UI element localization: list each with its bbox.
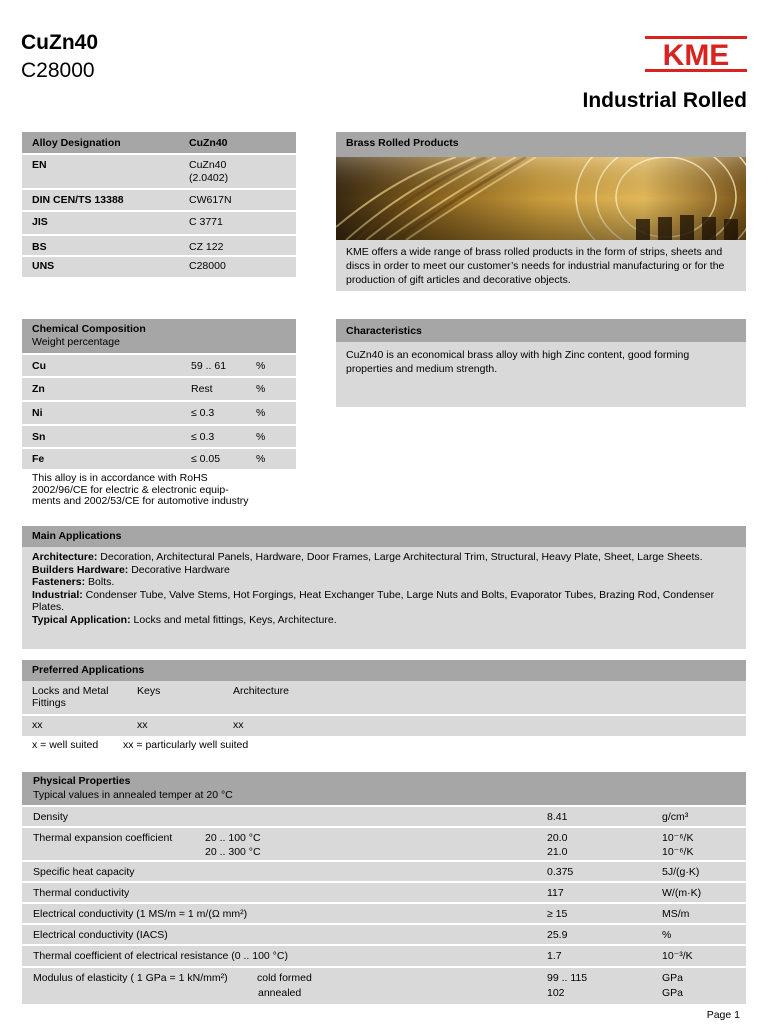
product-heading: Industrial Rolled <box>582 89 747 112</box>
table-row <box>22 807 746 828</box>
element-symbol: Sn <box>32 431 46 443</box>
element-value: ≤ 0.3 <box>191 407 215 419</box>
physical-subtitle: Typical values in annealed temper at 20 °C <box>33 789 233 801</box>
table-row <box>22 449 296 469</box>
property-name: Specific heat capacity <box>33 866 135 878</box>
table-row <box>22 968 746 1004</box>
preferred-columns-row <box>22 681 746 716</box>
element-value: 59 .. 61 <box>191 360 227 372</box>
property-unit: GPa <box>662 987 684 999</box>
element-unit: % <box>256 407 266 419</box>
table-row <box>22 212 296 236</box>
property-name: Thermal coefficient of electrical resistance (0 .. 100 °C) <box>33 950 288 962</box>
preferred-col-keys: Keys <box>137 685 161 697</box>
property-value: 102 <box>547 987 565 999</box>
legend-particularly-suited: xx = particularly well suited <box>123 739 249 751</box>
property-value: 117 <box>547 887 564 899</box>
page-title: CuZn40 <box>21 31 99 54</box>
table-row <box>22 904 746 925</box>
rating-value: xx <box>233 719 244 731</box>
rohs-note-line: ments and 2002/53/CE for automotive industry <box>32 495 249 507</box>
composition-table <box>22 319 296 469</box>
element-value: ≤ 0.05 <box>191 453 221 465</box>
element-value: ≤ 0.3 <box>191 431 215 443</box>
property-unit: 10⁻³/K <box>662 950 693 962</box>
preferred-col-locks: Locks and Metal <box>32 685 109 697</box>
property-condition: cold formed <box>257 972 312 984</box>
list-item: Fasteners: Bolts. <box>32 576 115 588</box>
designation-value: CZ 122 <box>189 241 224 253</box>
property-condition: annealed <box>258 987 302 999</box>
table-row <box>22 236 296 257</box>
brass-products-header <box>336 132 746 157</box>
preferred-col-locks-2: Fittings <box>32 697 66 709</box>
element-value: Rest <box>191 383 213 395</box>
table-row <box>22 402 296 426</box>
characteristics-text: CuZn40 is an economical brass alloy with high Zinc content, good forming properties and medium strength. <box>346 349 690 375</box>
composition-title: Chemical Composition <box>32 323 146 335</box>
brass-products-panel <box>336 132 746 291</box>
property-unit: W/(m·K) <box>662 887 702 899</box>
preferred-applications-table <box>22 660 746 736</box>
rohs-note <box>32 473 249 508</box>
list-item: Builders Hardware: Decorative Hardware <box>32 563 230 576</box>
page-subtitle: C28000 <box>21 59 95 82</box>
table-row <box>22 378 296 402</box>
characteristics-title: Characteristics <box>346 325 422 337</box>
preferred-ratings-row <box>22 716 746 736</box>
element-unit: % <box>256 453 266 465</box>
brass-products-text: KME offers a wide range of brass rolled products in the form of strips, sheets and discs in order to meet our customer’s needs for industrial manufacturing or for the production of gift articles and decorative objects. <box>346 246 725 286</box>
table-row <box>22 925 746 946</box>
designation-table <box>22 132 296 277</box>
property-name: Thermal expansion coefficient <box>33 832 173 844</box>
designation-value-2: (2.0402) <box>189 172 229 184</box>
property-value: 21.0 <box>547 846 568 858</box>
physical-header <box>22 772 746 807</box>
characteristics-panel <box>336 319 746 407</box>
property-value: 99 .. 115 <box>547 972 588 984</box>
brass-coil-image <box>336 157 746 240</box>
preferred-header <box>22 660 746 681</box>
preferred-title: Preferred Applications <box>32 664 145 676</box>
table-row <box>22 426 296 449</box>
element-symbol: Zn <box>32 383 45 395</box>
element-symbol: Ni <box>32 407 43 419</box>
composition-header <box>22 319 296 355</box>
rating-value: xx <box>32 719 43 731</box>
element-symbol: Fe <box>32 453 45 465</box>
rohs-note-line: 2002/96/CE for electric & electronic equip- <box>32 483 229 496</box>
property-unit: 5J/(g·K) <box>662 866 700 878</box>
physical-properties-table <box>22 772 746 1004</box>
property-unit: 10⁻⁶/K <box>662 846 694 858</box>
designation-header-row <box>22 132 296 155</box>
preferred-col-architecture: Architecture <box>233 685 290 697</box>
property-unit: 10⁻⁶/K <box>662 832 694 844</box>
table-row <box>22 862 746 883</box>
property-value: 0.375 <box>547 866 574 878</box>
legend-well-suited: x = well suited <box>32 739 99 751</box>
table-row <box>22 946 746 968</box>
element-symbol: Cu <box>32 360 46 372</box>
designation-header-label: Alloy Designation <box>32 137 121 149</box>
property-unit: GPa <box>662 972 684 984</box>
property-unit: % <box>662 929 672 941</box>
table-row <box>22 355 296 378</box>
property-value: 8.41 <box>547 811 568 823</box>
designation-value: CuZn40 <box>189 159 227 171</box>
page-number: Page 1 <box>706 1009 740 1021</box>
property-condition: 20 .. 100 °C <box>205 832 261 844</box>
property-name: Electrical conductivity (1 MS/m = 1 m/(Ω mm²) <box>33 908 248 920</box>
designation-value: CW617N <box>189 194 232 206</box>
element-unit: % <box>256 383 266 395</box>
main-applications-title: Main Applications <box>32 530 122 542</box>
property-value: 1.7 <box>547 950 562 962</box>
property-value: ≥ 15 <box>547 908 568 920</box>
list-item: Industrial: Condenser Tube, Valve Stems, Hot Forgings, Heat Exchanger Tube, Large Nuts and Bolts, Evaporator Tubes, Brazing Rod, Condenser Plates. <box>32 588 715 613</box>
element-unit: % <box>256 431 266 443</box>
designation-label: DIN CEN/TS 13388 <box>32 194 124 206</box>
designation-header-value: CuZn40 <box>189 137 228 149</box>
kme-logo <box>645 36 747 72</box>
property-unit: g/cm³ <box>662 811 689 823</box>
element-unit: % <box>256 360 266 372</box>
designation-label: UNS <box>32 260 55 272</box>
rohs-note-line: This alloy is in accordance with RoHS <box>32 472 208 484</box>
main-applications-panel <box>22 526 746 649</box>
designation-value: C28000 <box>189 260 226 272</box>
designation-label: EN <box>32 159 47 171</box>
table-row <box>22 155 296 190</box>
property-name: Thermal conductivity <box>33 887 130 899</box>
designation-value: C 3771 <box>189 216 223 228</box>
property-name: Density <box>33 811 69 823</box>
rating-value: xx <box>137 719 148 731</box>
table-row <box>22 257 296 277</box>
designation-label: BS <box>32 241 47 253</box>
designation-label: JIS <box>32 216 48 228</box>
logo-text: KME <box>662 39 730 72</box>
property-value: 25.9 <box>547 929 568 941</box>
table-row <box>22 190 296 212</box>
list-item: Typical Application: Locks and metal fittings, Keys, Architecture. <box>32 613 337 626</box>
property-condition: 20 .. 300 °C <box>205 846 261 858</box>
property-name: Modulus of elasticity ( 1 GPa = 1 kN/mm²) <box>33 972 228 984</box>
composition-subtitle: Weight percentage <box>32 336 120 348</box>
property-unit: MS/m <box>662 908 690 920</box>
characteristics-header <box>336 319 746 342</box>
applications-list <box>32 551 738 626</box>
main-applications-header <box>22 526 746 547</box>
property-name: Electrical conductivity (IACS) <box>33 929 168 941</box>
table-row <box>22 883 746 904</box>
table-row <box>22 828 746 862</box>
physical-title: Physical Properties <box>33 775 131 787</box>
list-item: Architecture: Decoration, Architectural Panels, Hardware, Door Frames, Large Architectural Trim, Structural, Heavy Plate, Sheet, Large Sheets. <box>32 551 703 563</box>
brass-products-title: Brass Rolled Products <box>346 137 459 149</box>
property-value: 20.0 <box>547 832 568 844</box>
